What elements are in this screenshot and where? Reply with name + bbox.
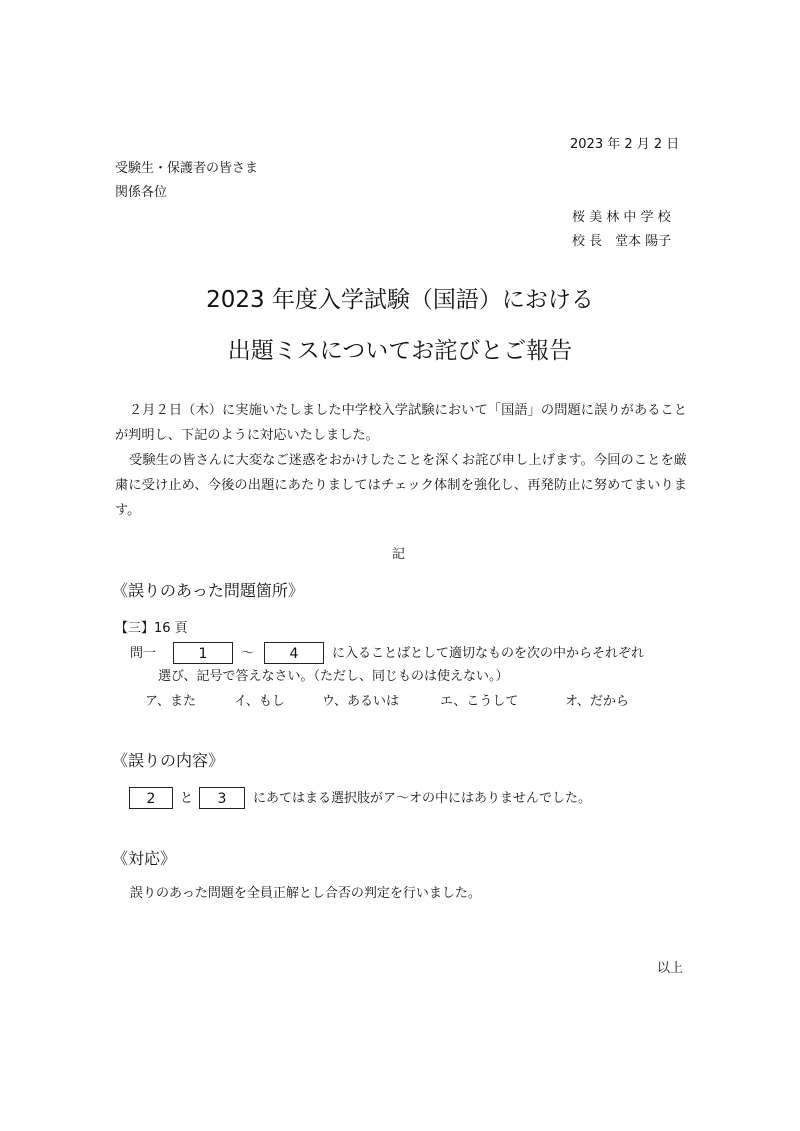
conjunction-to: と — [180, 791, 194, 806]
answer-box-2: 2 — [129, 787, 173, 809]
principal-name: 校 長 堂本 陽子 — [572, 234, 672, 249]
question-label: 問一 — [130, 646, 157, 661]
intro-paragraph-1: ２月２日（木）に実施いたしました中学校入学試験において「国語」の問題に誤りがあることが判明し、下記のように対応いたしました。 — [115, 403, 687, 443]
section-heading-response: 《対応》 — [112, 849, 177, 868]
page-title-line-1: 2023 年度入学試験（国語）における — [206, 287, 594, 313]
question-text-line-2: 選び、記号で答えなさい。（ただし、同じものは使えない。） — [158, 669, 509, 684]
closing-ijou: 以上 — [657, 961, 684, 976]
choice-u: ウ、あるいは — [322, 694, 399, 709]
question-text-line-1: に入ることばとして適切なものを次の中からそれぞれ — [332, 646, 645, 661]
addressee-line-2: 関係各位 — [115, 185, 168, 200]
choice-i: イ、もし — [234, 694, 285, 709]
response-text: 誤りのあった問題を全員正解とし合否の判定を行いました。 — [130, 886, 481, 901]
choice-o: オ、だから — [565, 694, 629, 709]
answer-box-1: 1 — [173, 642, 233, 664]
answer-box-3: 3 — [199, 787, 245, 809]
answer-box-4: 4 — [264, 642, 324, 664]
question-reference: 【三】16 頁 — [115, 621, 188, 636]
section-heading-error-location: 《誤りのあった問題箇所》 — [112, 581, 304, 600]
ki-marker: 記 — [392, 547, 406, 562]
error-content-text: にあてはまる選択肢がア～オの中にはありませんでした。 — [253, 791, 592, 806]
section-heading-error-content: 《誤りの内容》 — [112, 751, 225, 770]
document-date: 2023 年 2 月 2 日 — [570, 137, 680, 152]
addressee-line-1: 受験生・保護者の皆さま — [115, 161, 259, 176]
choice-e: エ、こうして — [440, 694, 519, 709]
page-title-line-2: 出題ミスについてお詫びとご報告 — [227, 338, 573, 364]
range-tilde: ～ — [241, 646, 255, 661]
choice-a: ア、また — [145, 694, 196, 709]
intro-paragraph-2: 受験生の皆さんに大変なご迷惑をおかけしたことを深くお詫び申し上げます。今回のことを厳粛に受け止め、今後の出題にあたりましてはチェック体制を強化し、再発防止に努めてまいります。 — [115, 453, 687, 518]
school-name: 桜 美 林 中 学 校 — [572, 210, 671, 225]
